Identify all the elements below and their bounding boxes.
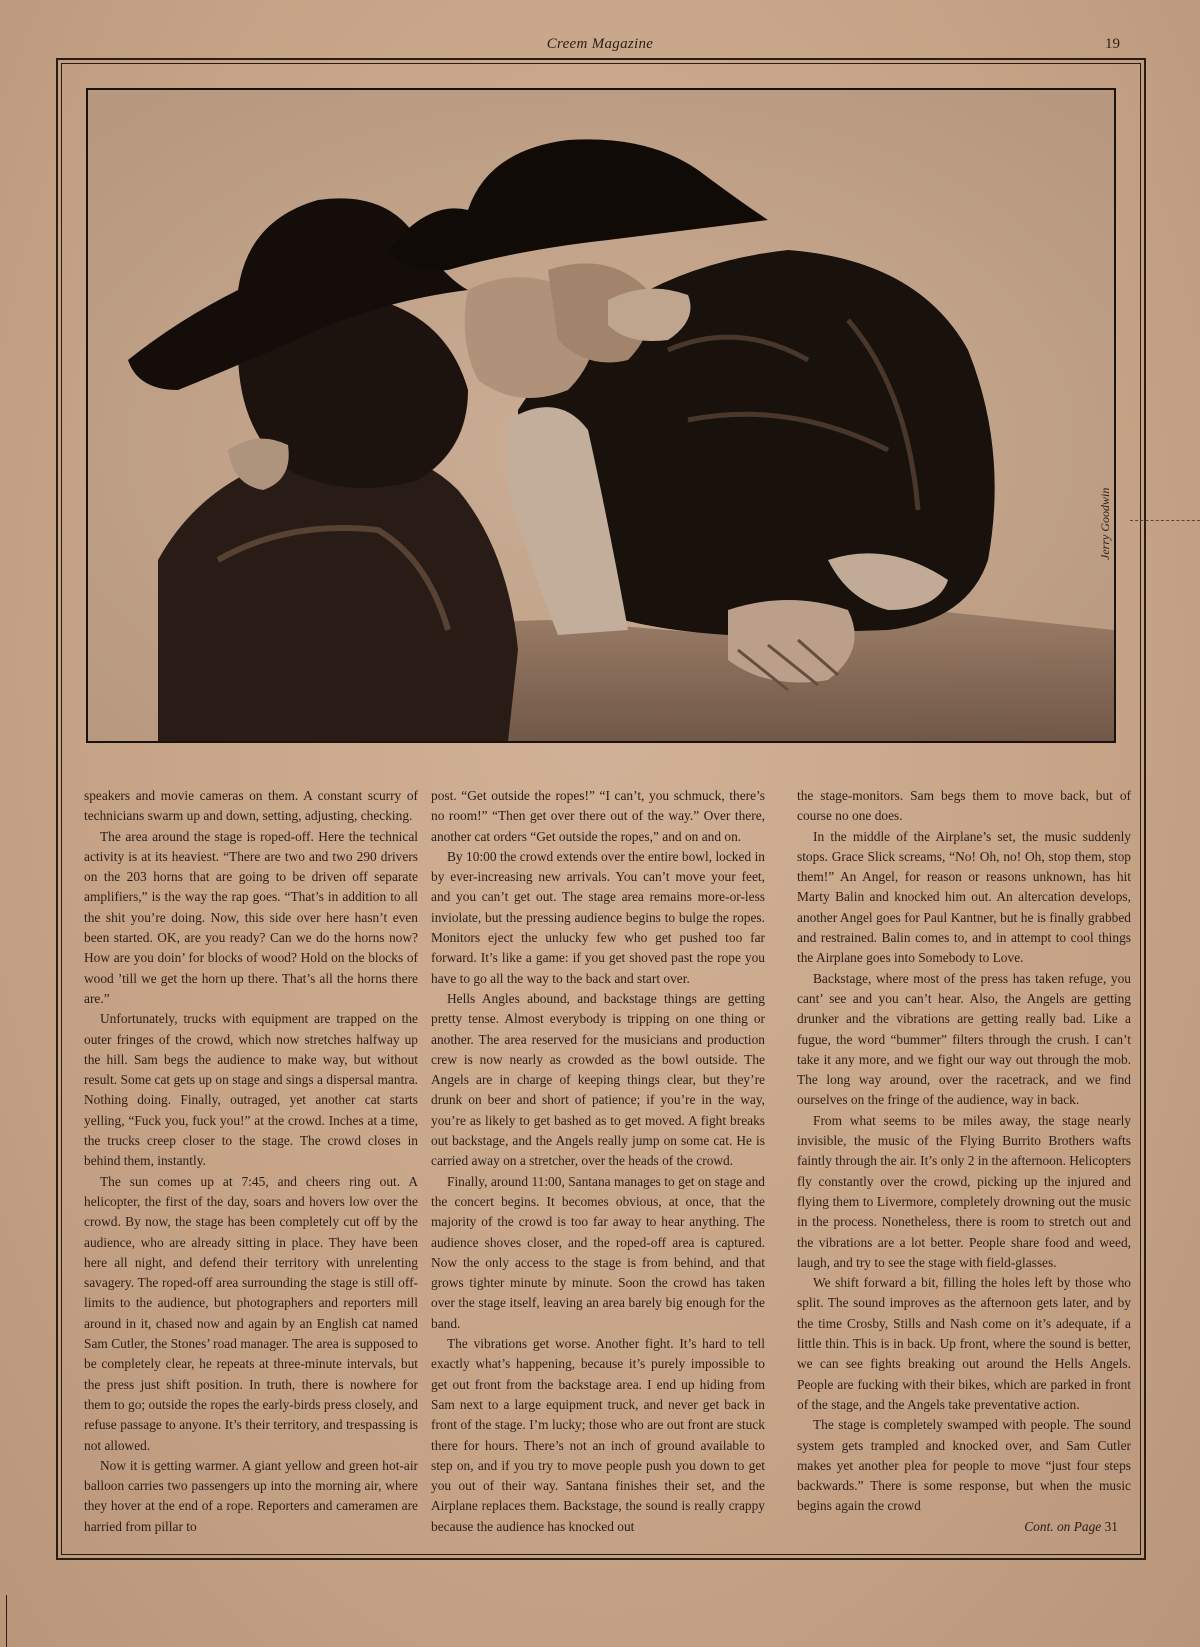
page-number: 19 <box>1105 36 1120 52</box>
continued-note <box>950 1519 1118 1535</box>
article-column-3 <box>797 786 1131 1517</box>
fold-line <box>1130 520 1200 521</box>
article-column-2 <box>431 786 765 1537</box>
continued-page: 31 <box>1104 1519 1118 1534</box>
paragraph: speakers and movie cameras on them. A constant scurry of technicians swarm up and down, setting, adjusting, checking. <box>84 788 418 824</box>
page-header <box>0 36 1200 56</box>
paragraph: Hells Angles abound, and backstage things are getting pretty tense. Almost everybody is tripping on one thing or another. The area reserved for the musicians and production crew is now nearly as crowded as the bowl outside. The Angels are in charge of keeping things clear, but they’re drunk on beer and short of patience; if you’re in the way, you’re as likely to get bashed as to get moved. A fight breaks out backstage, and the Angels really jump on some cat. He is carried away on a stretcher, over the heads of the crowd. <box>431 990 765 1169</box>
magazine-title: Creem Magazine <box>546 36 654 52</box>
paragraph: Unfortunately, trucks with equipment are trapped on the outer fringes of the crowd, which now stretches halfway up the hill. Sam begs the audience to make way, but without result. Some cat gets up on stage and sings a dispersal mantra. Nothing doing. Finally, outraged, yet another cat starts yelling, “Fuck you, fuck you!” at the crowd. Inches at a time, the trucks creep closer to the stage. The crowd closes in behind them, instantly. <box>84 1011 418 1169</box>
margin-mark <box>6 1595 7 1647</box>
paragraph: the stage-monitors. Sam begs them to move back, but of course no one does. <box>797 788 1131 824</box>
paragraph: post. “Get outside the ropes!” “I can’t, you schmuck, there’s no room!” “Then get over there out of the way.” Over there, another cat orders “Get outside the ropes,” and on and on. <box>431 788 765 844</box>
paragraph: We shift forward a bit, filling the holes left by those who split. The sound improves as the afternoon gets later, and by the time Crosby, Stills and Nash come on it’s adequate, if a little thin. This is in back. Up front, where the sound is better, we can see fights breaking out around the Hells Angels. People are fucking with their bikes, which are parked in front of the stage, and the Angels take preventative action. <box>797 1275 1131 1412</box>
paragraph: Finally, around 11:00, Santana manages to get on stage and the concert begins. It becomes obvious, at once, that the majority of the crowd is too far away to hear anything. The audience shoves closer, and the roped-off area is captured. Now the only access to the stage is from behind, and that grows tighter minute by minute. Soon the crowd has taken over the stage itself, leaving an area barely big enough for the band. <box>431 1173 765 1331</box>
paragraph: The area around the stage is roped-off. Here the technical activity is at its heaviest. “There are two and two 290 drivers on the 203 horns that are going to be driven off separate amplifiers,” is the way the rap goes. “That’s in addition to all the shit you’re doing. Now, this side over here hasn’t even been started. OK, are you ready? Can we do the horns now? How are you doin’ for blocks of wood? Hold on the blocks of wood ’till we get the horn up there. That’s all the horns there are.” <box>84 828 418 1006</box>
photo-credit: Jerry Goodwin <box>1098 487 1112 560</box>
photograph <box>86 88 1116 743</box>
continued-label: Cont. on Page <box>1024 1519 1102 1534</box>
paragraph: The vibrations get worse. Another fight. It’s hard to tell exactly what’s happening, because it’s purely impossible to get out front from the backstage area. I end up hiding from Sam next to a large equipment truck, and never get back in front of the stage. I’m lucky; those who are out front are stuck there for hours. There’s not an inch of ground available to step on, and if you try to move people push you down to get you out of their way. Santana finishes their set, and the Airplane replaces them. Backstage, the sound is really crappy because the audience has knocked out <box>431 1336 765 1534</box>
paragraph: From what seems to be miles away, the stage nearly invisible, the music of the Flying Burrito Brothers wafts faintly through the air. It’s only 2 in the afternoon. Helicopters fly constantly over the crowd, picking up the injured and flying them to Livermore, completely drowning out the music in the process. Nonetheless, there is room to stretch out and the vibrations are a lot better. People share food and weed, laugh, and try to see the stage with field-glasses. <box>797 1112 1131 1270</box>
paragraph: Backstage, where most of the press has taken refuge, you cant’ see and you can’t hear. Also, the Angels are getting drunker and the vibrations are getting really bad. Like a fugue, the word “bummer” filters through the crush. I can’t take it any more, and we fight our way out through the mob. The long way around, over the racetrack, and we find ourselves on the fringe of the audience, way in back. <box>797 970 1131 1108</box>
article-column-1 <box>84 786 418 1537</box>
paragraph: By 10:00 the crowd extends over the entire bowl, locked in by ever-increasing new arrivals. You can’t move your feet, and you can’t get out. The stage area remains more-or-less inviolate, but the pressing audience begins to bulge the ropes. Monitors eject the unlucky few who get pushed too far forward. It’s like a game: if you get shoved past the rope you have to go all the way to the back and start over. <box>431 848 765 986</box>
paragraph: In the middle of the Airplane’s set, the music suddenly stops. Grace Slick screams, “No! Oh, no! Oh, stop them, stop them!” An Angel, for reason or reasons unknown, has hit Marty Balin and knocked him out. An altercation develops, another Angel goes for Paul Kantner, but he is finally grabbed and restrained. Balin comes to, and in attempt to cool things the Airplane goes into Somebody to Love. <box>797 828 1131 966</box>
paragraph: The sun comes up at 7:45, and cheers ring out. A helicopter, the first of the day, soars and hovers low over the crowd. By now, the stage has been completely cut off by the audience, who are already sitting in place. They have been here all night, and defend their territory with unrelenting savagery. The roped-off area surrounding the stage is still off-limits to the audience, but photographers and reporters mill around in it, chased now and again by an English cat named Sam Cutler, the Stones’ road manager. The area is supposed to be completely clear, he repeats at three-minute intervals, but the press just shift position. In truth, there is nowhere for them to go; outside the ropes the early-birds press closely, and refuse passage to anyone. It’s their territory, and trespassing is not allowed. <box>84 1173 418 1453</box>
paragraph: The stage is completely swamped with people. The sound system gets trampled and knocked over, and Sam Cutler makes yet another plea for people to move “just four steps backwards.” There is some response, but when the music begins again the crowd <box>797 1417 1131 1514</box>
paragraph: Now it is getting warmer. A giant yellow and green hot-air balloon carries two passengers up into the morning air, where they hover at the end of a rope. Reporters and cameramen are harried from pillar to <box>84 1457 418 1534</box>
photo-illustration <box>88 90 1114 741</box>
